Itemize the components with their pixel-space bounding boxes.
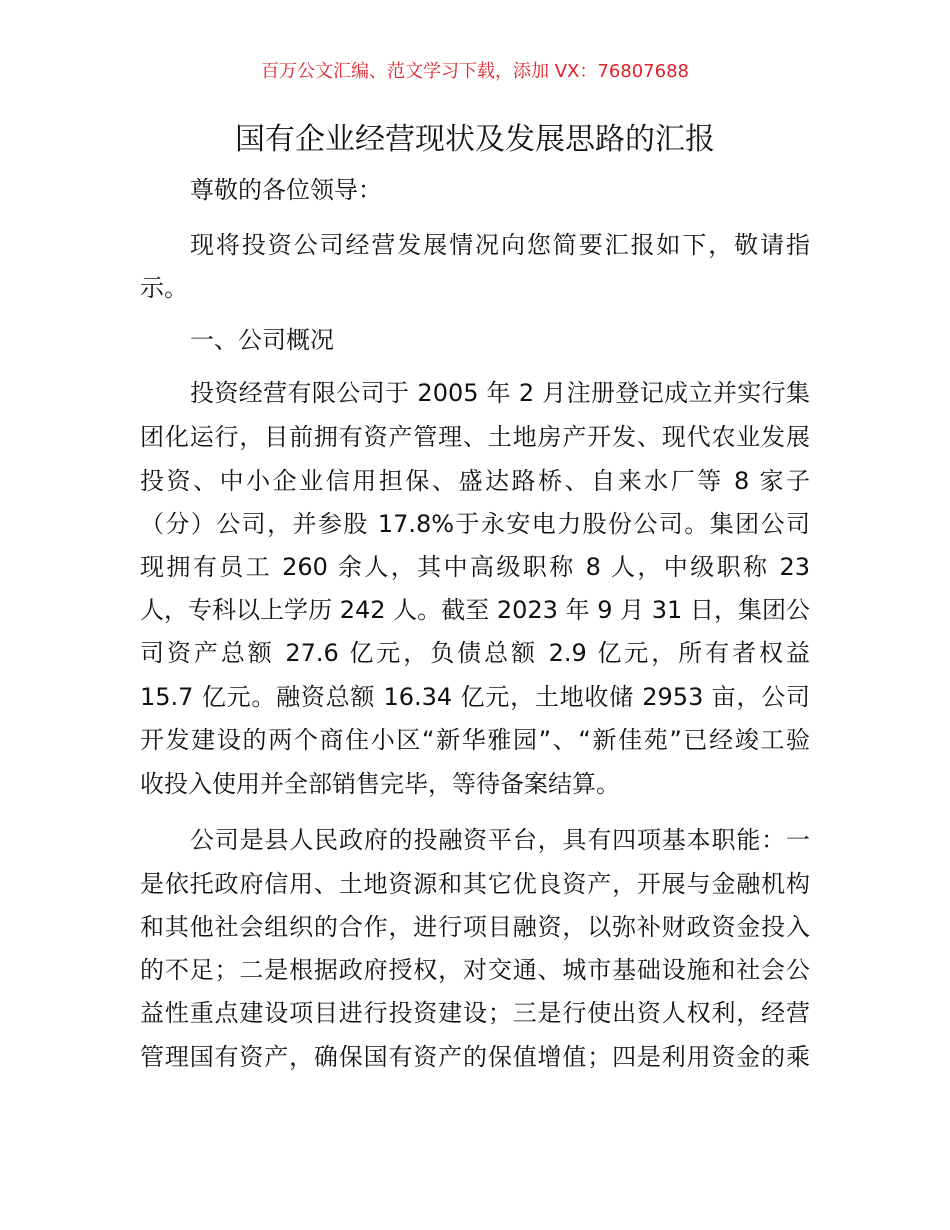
paragraph-line: 司资产总额 27.6 亿元，负债总额 2.9 亿元，所有者权益: [140, 639, 810, 667]
paragraph-line: 投资经营有限公司于 2005 年 2 月注册登记成立并实行集: [190, 379, 810, 407]
paragraph-line: 开发建设的两个商住小区“新华雅园”、“新佳苑”已经竣工验: [140, 726, 810, 754]
paragraph-line: 管理国有资产，确保国有资产的保值增值；四是利用资金的乘: [140, 1043, 810, 1071]
paragraph-line: 现拥有员工 260 余人，其中高级职称 8 人，中级职称 23: [140, 553, 810, 581]
salutation: 尊敬的各位领导：: [190, 176, 382, 204]
paragraph-line: 公司是县人民政府的投融资平台，具有四项基本职能：一: [190, 826, 810, 854]
section-heading: 一、公司概况: [190, 326, 334, 354]
paragraph-line: 团化运行，目前拥有资产管理、土地房产开发、现代农业发展: [140, 423, 810, 451]
paragraph-line: 投资、中小企业信用担保、盛达路桥、自来水厂等 8 家子: [140, 467, 810, 495]
intro-line: 现将投资公司经营发展情况向您简要汇报如下，敬请指: [190, 231, 810, 259]
paragraph-line: （分）公司，并参股 17.8%于永安电力股份公司。集团公司: [140, 510, 810, 538]
paragraph-line: 收投入使用并全部销售完毕，等待备案结算。: [140, 770, 620, 798]
paragraph-line: 的不足；二是根据政府授权，对交通、城市基础设施和社会公: [140, 956, 810, 984]
paragraph-line: 益性重点建设项目进行投资建设；三是行使出资人权利，经营: [140, 999, 810, 1027]
watermark-header: 百万公文汇编、范文学习下载，添加 VX：76807688: [261, 61, 689, 82]
paragraph-line: 是依托政府信用、土地资源和其它优良资产，开展与金融机构: [140, 870, 810, 898]
paragraph-line: 和其他社会组织的合作，进行项目融资，以弥补财政资金投入: [140, 913, 810, 941]
intro-line: 示。: [140, 274, 188, 302]
paragraph-line: 15.7 亿元。融资总额 16.34 亿元，土地收储 2953 亩，公司: [140, 683, 810, 711]
document-title: 国有企业经营现状及发展思路的汇报: [235, 122, 715, 157]
paragraph-line: 人，专科以上学历 242 人。截至 2023 年 9 月 31 日，集团公: [140, 596, 810, 624]
